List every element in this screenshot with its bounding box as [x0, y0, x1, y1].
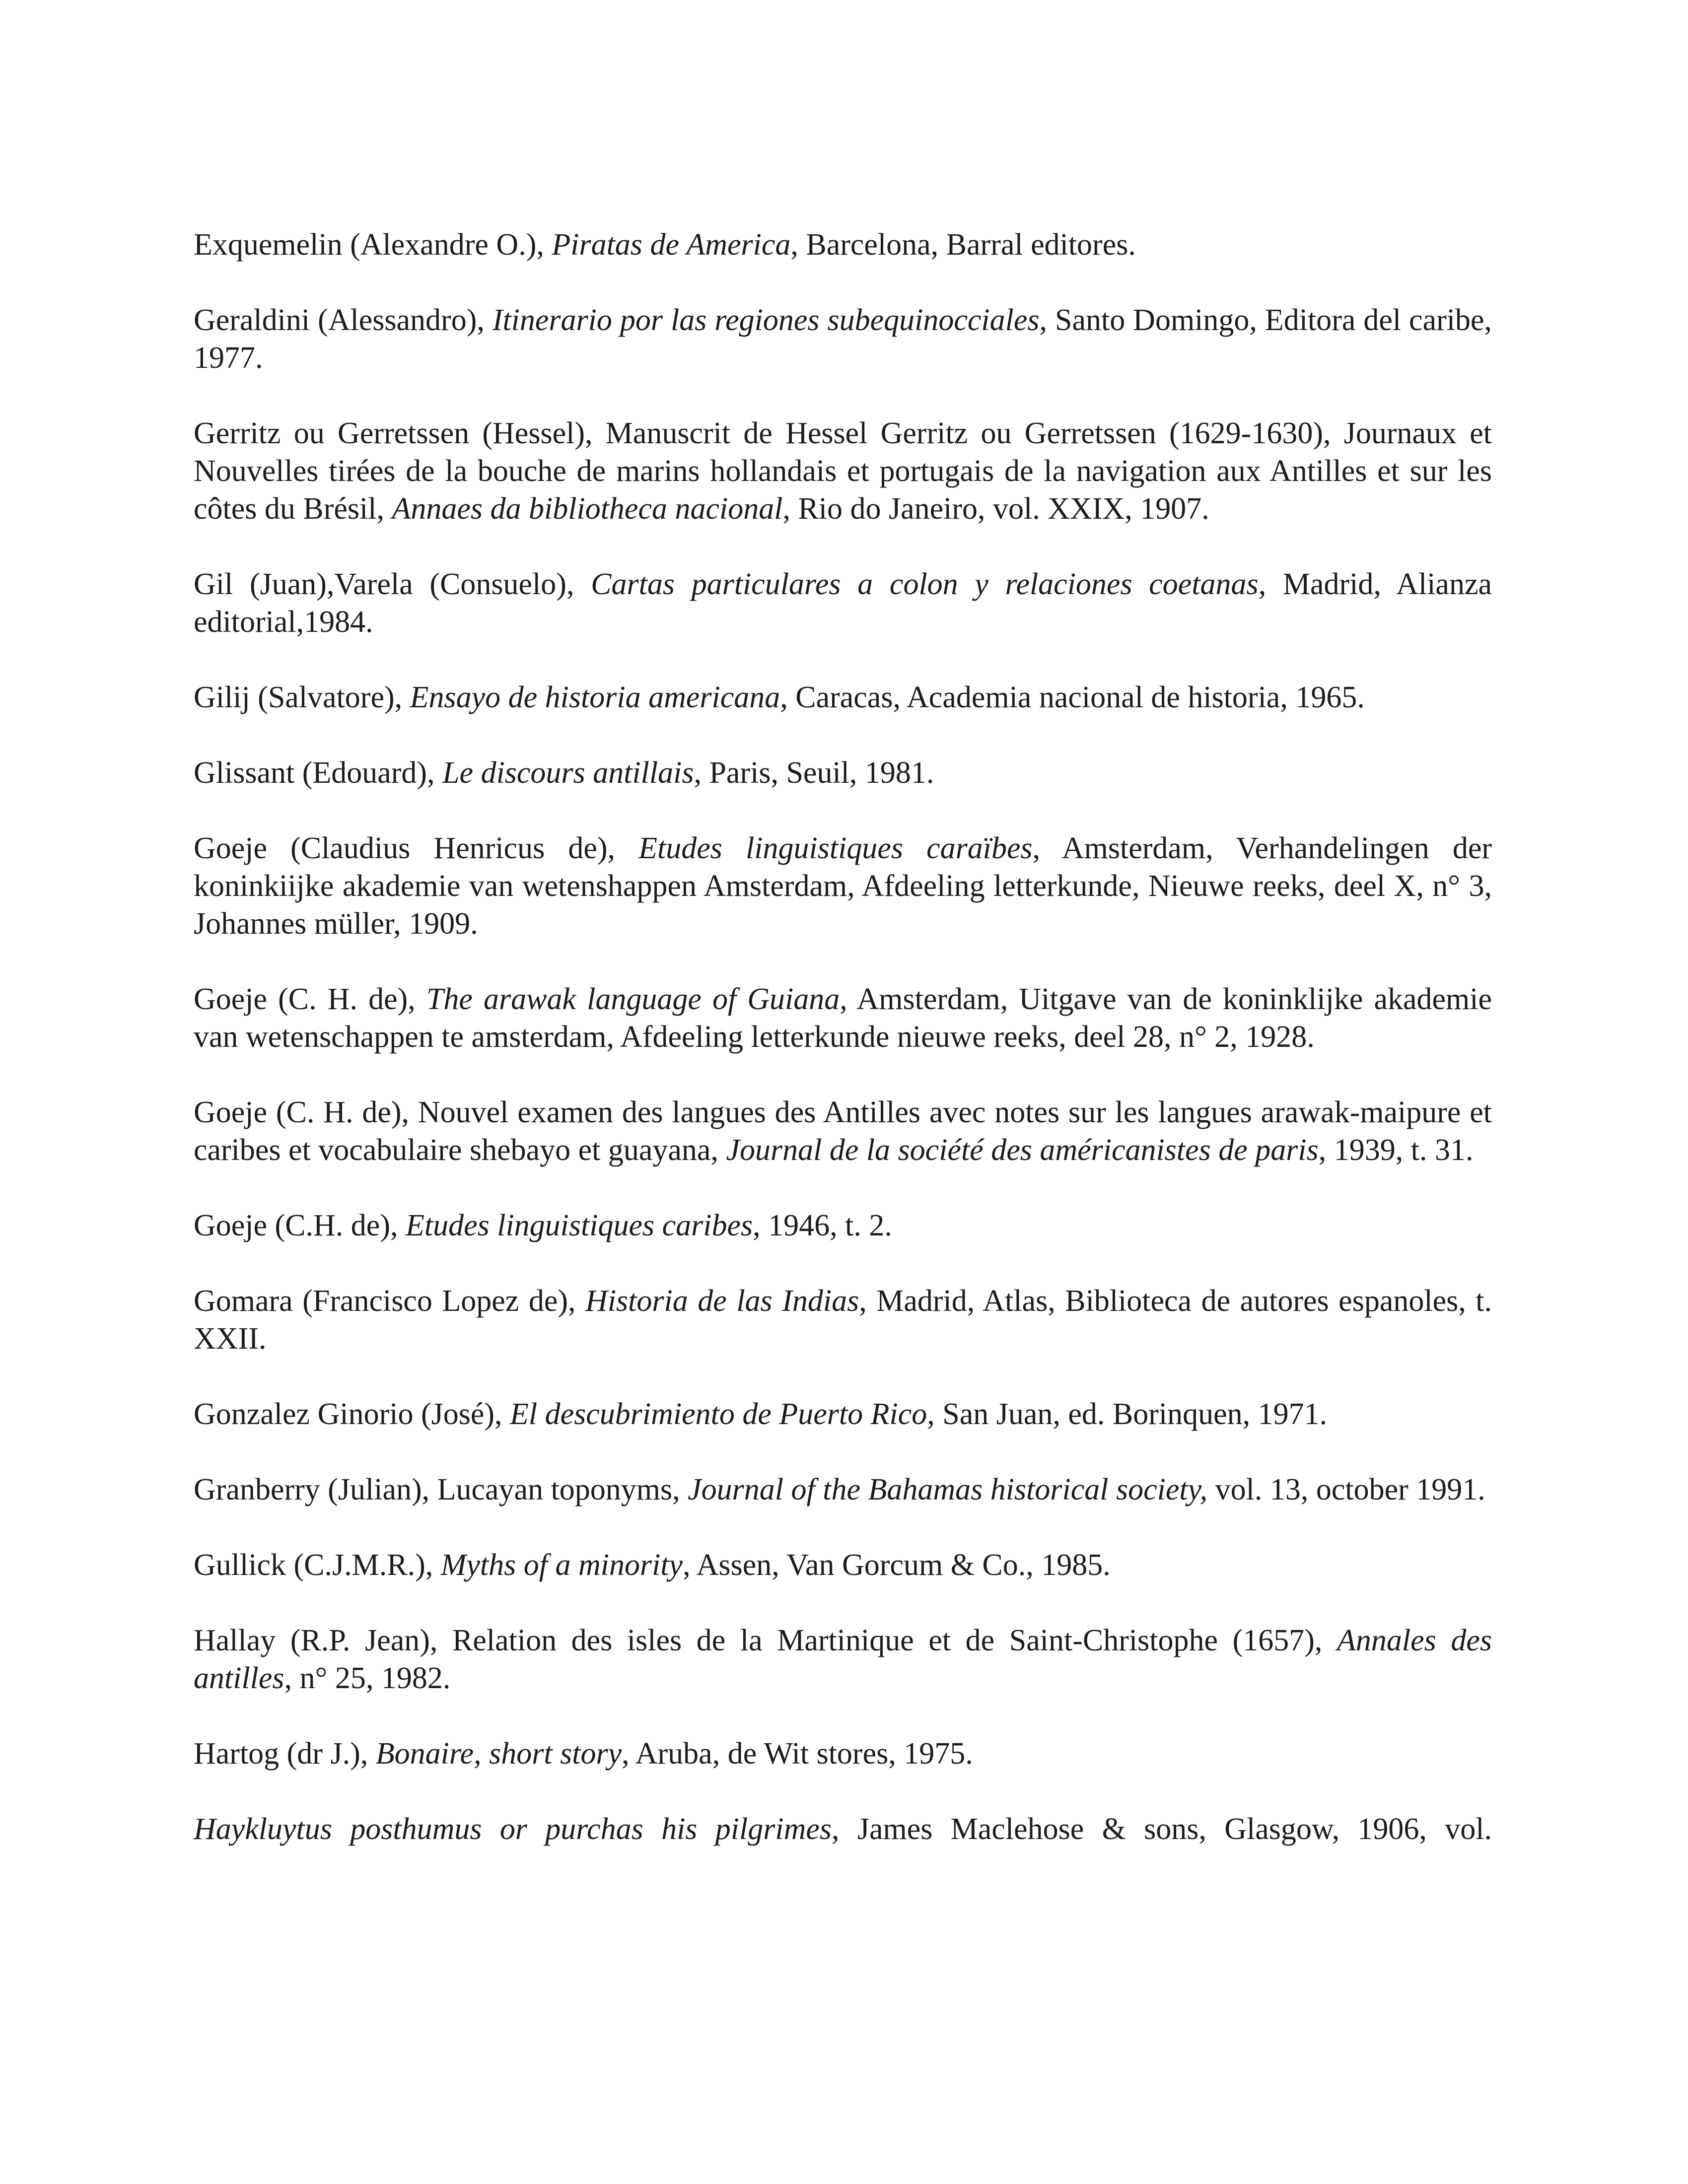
bibliography-entry	[194, 1207, 1492, 1244]
bibliography-entry	[194, 679, 1492, 716]
entry-text: Gilij (Salvatore),	[194, 681, 410, 714]
entry-text: , Amsterdam, Uitgave van de koninklijke akademie van wetenschappen te amsterdam, Afdeeling letterkunde nieuwe reeks, deel 28, n° 2, 1928.	[194, 982, 1492, 1054]
entry-title-italic: Annales des antilles	[194, 1624, 1492, 1695]
entry-text: Geraldini (Alessandro),	[194, 303, 492, 337]
bibliography-entry	[194, 565, 1492, 641]
entry-text: , Paris, Seuil, 1981.	[694, 756, 934, 790]
bibliography-entry	[194, 1471, 1492, 1508]
bibliography-entry	[194, 1735, 1492, 1773]
entry-text: Goeje (C.H. de),	[194, 1209, 406, 1242]
entry-title-italic: Annaes da bibliotheca nacional	[392, 492, 783, 526]
entry-title-italic: Journal of the Bahamas historical society,	[688, 1473, 1208, 1506]
entry-title-italic: Journal de la société des américanistes de paris	[726, 1133, 1319, 1167]
entry-text: , Santo Domingo, Editora del caribe, 1977.	[194, 303, 1492, 375]
entry-text: , Rio do Janeiro, vol. XXIX, 1907.	[782, 492, 1209, 526]
bibliography-entry	[194, 301, 1492, 377]
bibliography-entry	[194, 226, 1492, 264]
entry-text: Gil (Juan),Varela (Consuelo),	[194, 567, 591, 601]
bibliography-page	[194, 226, 1492, 1848]
bibliography-entry	[194, 754, 1492, 792]
entry-text: Gonzalez Ginorio (José),	[194, 1397, 510, 1431]
entry-text: vol. 13, october 1991.	[1207, 1473, 1485, 1506]
entry-text: , 1946, t. 2.	[753, 1209, 892, 1242]
bibliography-entry	[194, 1093, 1492, 1169]
entry-text: Hartog (dr J.),	[194, 1737, 376, 1771]
entry-text: , San Juan, ed. Borinquen, 1971.	[927, 1397, 1328, 1431]
entry-text: , Madrid, Atlas, Biblioteca de autores espanoles, t. XXII.	[194, 1284, 1492, 1356]
entry-text: Gomara (Francisco Lopez de),	[194, 1284, 586, 1318]
bibliography-entry	[194, 1546, 1492, 1584]
entry-title-italic: Etudes linguistiques caribes	[405, 1209, 753, 1242]
entry-text: Hallay (R.P. Jean), Relation des isles de la Martinique et de Saint-Christophe (1657),	[194, 1624, 1337, 1657]
bibliography-entry	[194, 1622, 1492, 1697]
entry-text: Granberry (Julian), Lucayan toponyms,	[194, 1473, 688, 1506]
entry-title-italic: Myths of a minority	[440, 1548, 683, 1582]
entry-title-italic: Cartas particulares a colon y relaciones coetanas	[591, 567, 1259, 601]
entry-text: , n° 25, 1982.	[284, 1661, 451, 1695]
entry-title-italic: Bonaire, short story	[375, 1737, 622, 1771]
entry-text: Goeje (C. H. de), Nouvel examen des langues des Antilles avec notes sur les langues arawak-maipure et caribes et vocabulaire shebayo et guayana,	[194, 1095, 1492, 1167]
entry-text: Gerritz ou Gerretssen (Hessel), Manuscrit de Hessel Gerritz ou Gerretssen (1629-1630), Journaux et Nouvelles tirées de la bouche de marins hollandais et portugais de la navigation aux Antilles et sur les côtes du Brésil,	[194, 416, 1492, 526]
entry-title-italic: The arawak language of Guiana	[426, 982, 840, 1016]
entry-title-italic: El descubrimiento de Puerto Rico	[510, 1397, 927, 1431]
bibliography-entry	[194, 1282, 1492, 1358]
entry-text: , 1939, t. 31.	[1318, 1133, 1474, 1167]
bibliography-entry	[194, 829, 1492, 943]
entry-text: Goeje (Claudius Henricus de),	[194, 831, 639, 865]
entry-title-italic: Etudes linguistiques caraïbes	[638, 831, 1033, 865]
entry-text: , Madrid, Alianza editorial,1984.	[194, 567, 1492, 639]
entry-text: Goeje (C. H. de),	[194, 982, 426, 1016]
entry-text: Gullick (C.J.M.R.),	[194, 1548, 441, 1582]
entry-text: Glissant (Edouard),	[194, 756, 443, 790]
entry-text: , James Maclehose & sons, Glasgow, 1906, vol.	[832, 1812, 1492, 1846]
entry-title-italic: Ensayo de historia americana	[410, 681, 780, 714]
entry-title-italic: Historia de las Indias	[585, 1284, 859, 1318]
bibliography-entry	[194, 980, 1492, 1056]
entry-text: , Barcelona, Barral editores.	[790, 228, 1136, 262]
entry-text: , Assen, Van Gorcum & Co., 1985.	[683, 1548, 1111, 1582]
entry-title-italic: Itinerario por las regiones subequinocciales	[492, 303, 1040, 337]
entry-text: , Caracas, Academia nacional de historia, 1965.	[780, 681, 1365, 714]
entry-title-italic: Haykluytus posthumus or purchas his pilgrimes	[194, 1812, 832, 1846]
entry-text: Exquemelin (Alexandre O.),	[194, 228, 552, 262]
entry-text: , Aruba, de Wit stores, 1975.	[622, 1737, 973, 1771]
bibliography-entry	[194, 1395, 1492, 1433]
entry-text: , Amsterdam, Verhandelingen der koninkiijke akademie van wetenshappen Amsterdam, Afdeeling letterkunde, Nieuwe reeks, deel X, n° 3, Johannes müller, 1909.	[194, 831, 1492, 941]
entry-title-italic: Le discours antillais	[442, 756, 694, 790]
bibliography-entry	[194, 414, 1492, 528]
bibliography-entry	[194, 1810, 1492, 1848]
entry-title-italic: Piratas de America	[552, 228, 791, 262]
